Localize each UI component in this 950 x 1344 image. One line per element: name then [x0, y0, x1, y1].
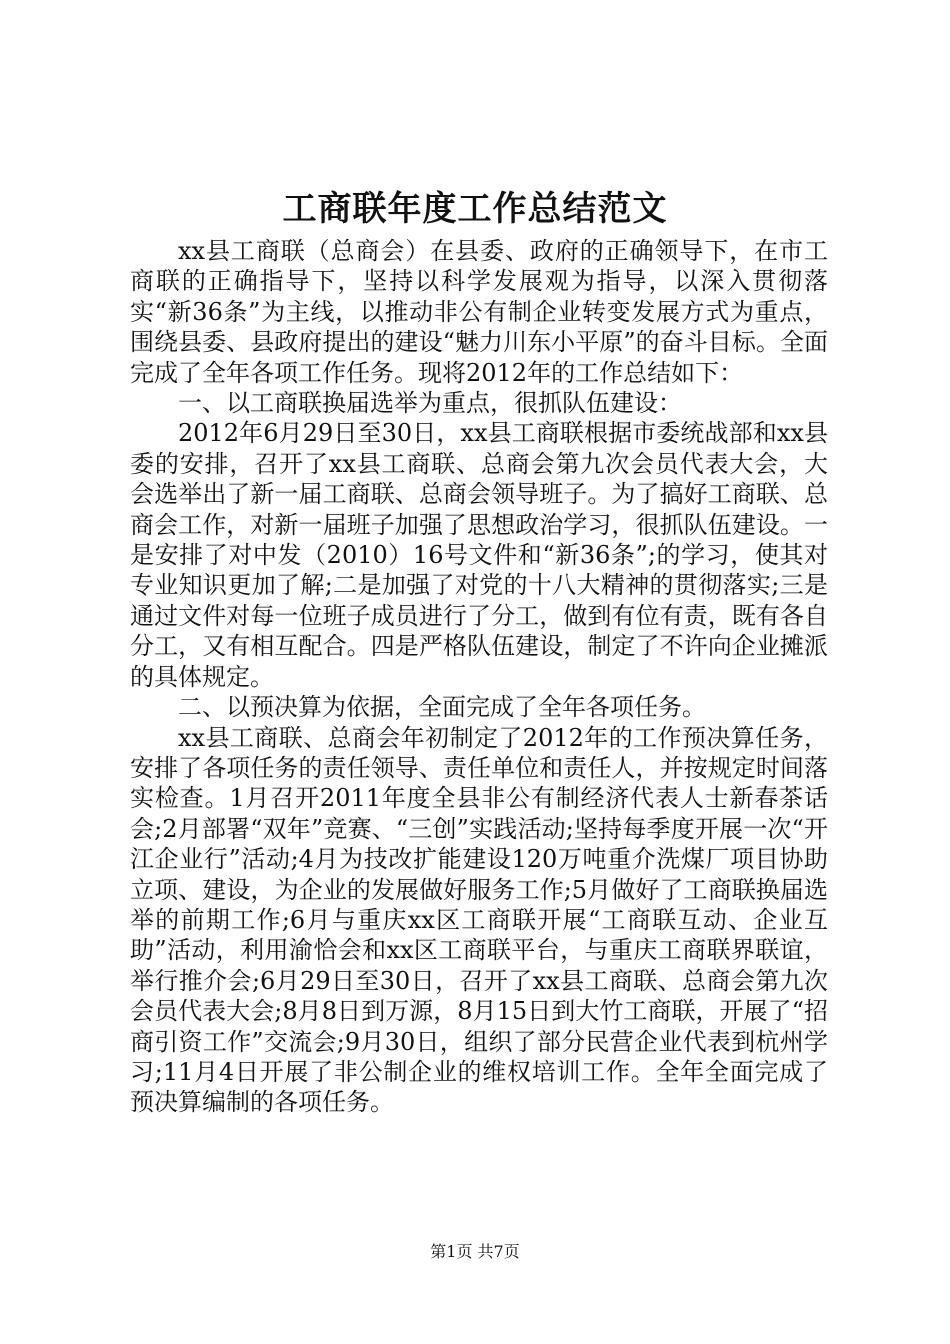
paragraph-section-2: xx县工商联、总商会年初制定了2012年的工作预决算任务，安排了各项任务的责任领导、责任单位和责任人，并按规定时间落实检查。1月召开2011年度全县非公有制经济代表人士新春茶话会;2月部署“双年”竞赛、“三创”实践活动;坚持每季度开展一次“开江企业行”活动;4月为技改扩能建设120万吨重介洗煤厂项目协助立项、建设，为企业的发展做好服务工作;5月做好了工商联换届选举的前期工作;6月与重庆xx区工商联开展“工商联互动、企业互助”活动，利用渝恰会和xx区工商联平台，与重庆工商联界联谊，举行推介会;6月29日至30日，召开了xx县工商联、总商会第九次会员代表大会;8月8日到万源，8月15日到大竹工商联，开展了“招商引资工作”交流会;9月30日，组织了部分民营企业代表到杭州学习;11月4日开展了非公制企业的维权培训工作。全年全面完成了预决算编制的各项任务。 [130, 723, 828, 1117]
page-number: 第1页 共7页 [430, 1242, 520, 1261]
paragraph-section-1: 2012年6月29日至30日，xx县工商联根据市委统战部和xx县委的安排，召开了xx县工商联、总商会第九次会员代表大会，大会选举出了新一届工商联、总商会领导班子。为了搞好工商联、总商会工作，对新一届班子加强了思想政治学习，很抓队伍建设。一是安排了对中发（2010）16号文件和“新36条”;的学习，使其对专业知识更加了解;二是加强了对党的十八大精神的贯彻落实;三是通过文件对每一位班子成员进行了分工，做到有位有责，既有各自分工，又有相互配合。四是严格队伍建设，制定了不许向企业摊派的具体规定。 [130, 419, 828, 691]
section-heading-1: 一、以工商联换届选举为重点，很抓队伍建设： [178, 389, 682, 418]
paragraph-intro: xx县工商联（总商会）在县委、政府的正确领导下，在市工商联的正确指导下，坚持以科学发展观为指导，以深入贯彻落实“新36条”为主线，以推动非公有制企业转变发展方式为重点，围绕县委、县政府提出的建设“魅力川东小平原”的奋斗目标。全面完成了全年各项工作任务。现将2012年的工作总结如下： [130, 237, 828, 387]
section-heading-2: 二、以预决算为依据，全面完成了全年各项任务。 [178, 693, 706, 722]
document-title: 工商联年度工作总结范文 [282, 189, 668, 229]
document-body [130, 236, 828, 1118]
